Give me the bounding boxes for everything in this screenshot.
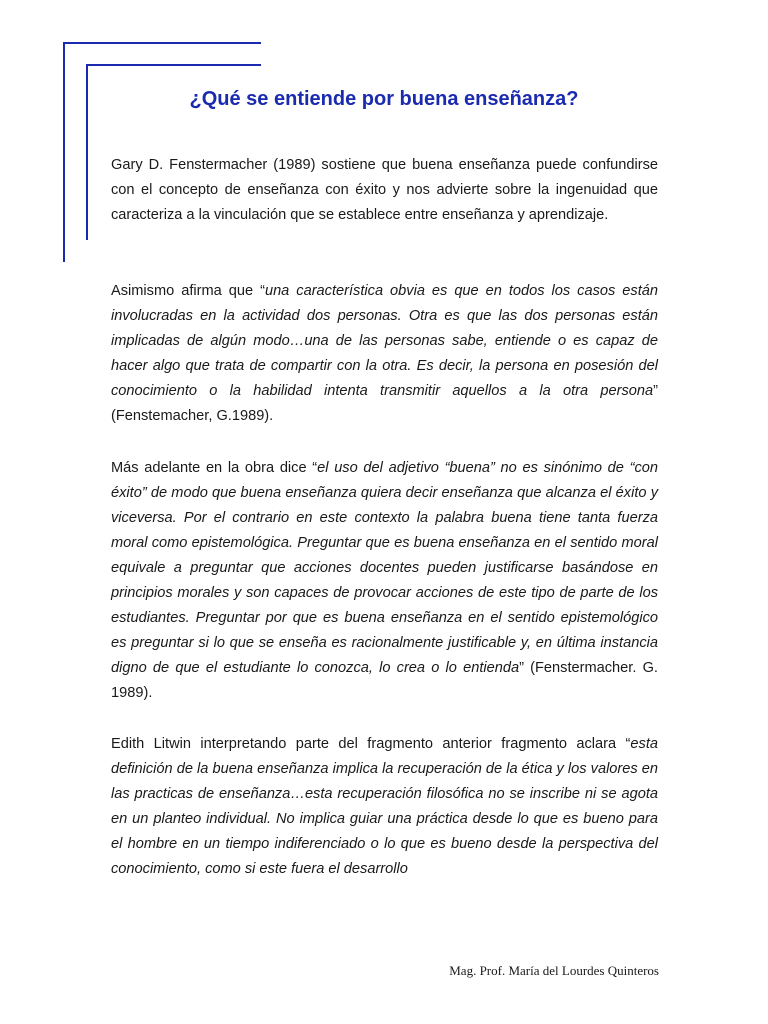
page-title: ¿Qué se entiende por buena enseñanza? <box>189 88 579 110</box>
paragraph-2-citation: ” (Fenstemacher, G.1989). <box>111 383 658 424</box>
paragraph-1-text: Gary D. Fenstermacher (1989) sostiene que buena enseñanza puede confundirse con el concepto de enseñanza con éxito y nos advierte sobre la ingenuidad que caracteriza a la vinculación que se establece entre enseñanza y aprendizaje. <box>111 157 658 223</box>
paragraph-2-intro: Asimismo afirma que “ <box>111 283 265 299</box>
paragraph-3-intro: Más adelante en la obra dice “ <box>111 460 318 476</box>
frame-outer-top <box>63 42 261 44</box>
paragraph-3-quote: el uso del adjetivo “buena” no es sinónimo de “con éxito” de modo que buena enseñanza quiera decir enseñanza que alcanza el éxito y viceversa. Por el contrario en este contexto la palabra buena tiene tanta fuerza moral como epistemológica. Preguntar que es buena enseñanza en el sentido moral equivale a preguntar que acciones docentes pueden justificarse basándose en principios morales y son capaces de provocar acciones de este tipo de parte de los estudiantes. Preguntar por que es buena enseñanza en el sentido epistemológico es preguntar si lo que se enseña es racionalmente justificable y, en última instancia digno de que el estudiante lo conozca, lo crea o lo entienda <box>111 460 658 676</box>
paragraph-4-quote: esta definición de la buena enseñanza implica la recuperación de la ética y los valores en las practicas de enseñanza…esta recuperación filosófica no se inscribe ni se agota en un planteo individual. No implica guiar una práctica desde lo que es bueno para el hombre en un tiempo indiferenciado o lo que es bueno desde la perspectiva del conocimiento, como si este fuera el desarrollo <box>111 736 658 877</box>
paragraph-4-intro: Edith Litwin interpretando parte del fragmento anterior fragmento aclara “ <box>111 736 631 752</box>
frame-outer-left <box>63 42 65 262</box>
paragraph-4 <box>111 732 658 882</box>
paragraph-3 <box>111 456 658 706</box>
paragraph-2-quote: una característica obvia es que en todos los casos están involucradas en la actividad dos personas. Otra es que las dos personas están implicadas de algún modo…una de las personas sabe, entiende o es capaz de hacer algo que trata de compartir con la otra. Es decir, la persona en posesión del conocimiento o la habilidad intenta transmitir aquellos a la otra persona <box>111 283 658 399</box>
paragraph-3-citation: ” (Fenstermacher. G. 1989). <box>111 660 658 701</box>
frame-inner-top <box>86 64 261 66</box>
author-footer: Mag. Prof. María del Lourdes Quinteros <box>449 963 659 978</box>
paragraph-1 <box>111 153 658 228</box>
paragraph-2 <box>111 279 658 429</box>
